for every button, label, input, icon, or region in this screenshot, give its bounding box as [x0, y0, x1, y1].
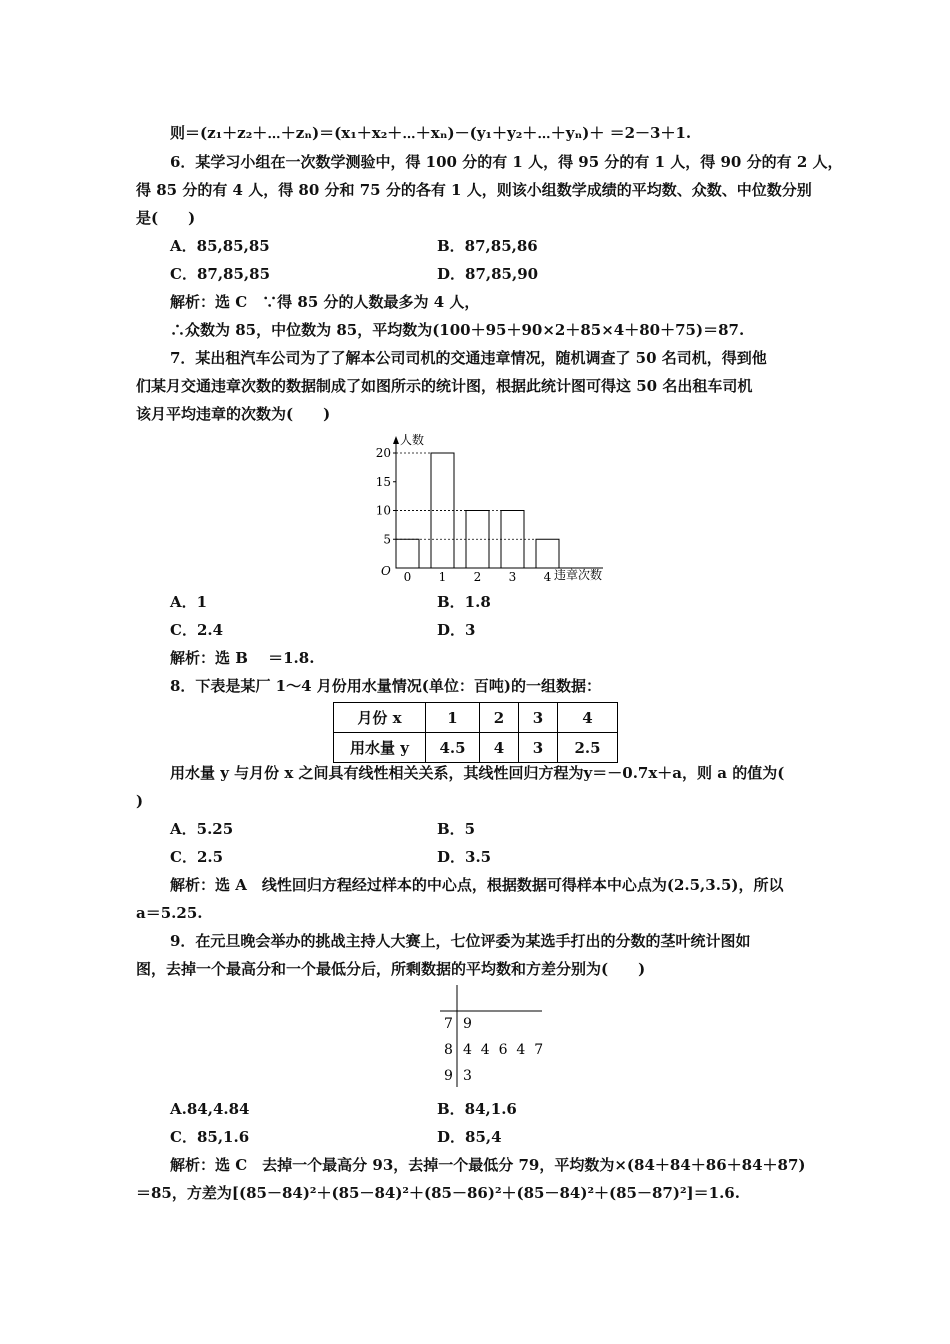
q7-option-c: C．2.4 — [170, 621, 224, 639]
bar-0 — [396, 539, 419, 568]
table-cell: 4.5 — [426, 733, 480, 763]
table-cell: 1 — [426, 703, 480, 733]
y-tick-label: 15 — [375, 474, 391, 489]
q9-stem-1: 9．在元旦晚会举办的挑战主持人大赛上，七位评委为某选手打出的分数的茎叶统计图如 — [170, 932, 751, 950]
y-axis-label: 人数 — [400, 433, 425, 447]
q9-option-c: C．85,1.6 — [170, 1128, 250, 1146]
q5-solution-line: 则＝(z₁＋z₂＋⋯＋zₙ)＝(x₁＋x₂＋⋯＋xₙ)－(y₁＋y₂＋⋯＋yₙ)＋ ＝2－3＋1. — [170, 124, 692, 142]
q8-option-d: D．3.5 — [437, 848, 492, 866]
bar-1 — [431, 453, 454, 568]
q8-answer-2: a＝5.25. — [136, 904, 203, 922]
q7-option-b: B．1.8 — [437, 593, 491, 611]
x-tick-label: 1 — [438, 570, 447, 584]
y-tick-label: 20 — [375, 446, 391, 460]
q7-stem-3: 该月平均违章的次数为( ) — [136, 405, 331, 423]
table-cell: 3 — [519, 703, 558, 733]
leaves-9: 3 — [463, 1068, 472, 1084]
y-axis-arrow — [393, 436, 399, 444]
stem-8: 8 — [444, 1042, 453, 1058]
q7-answer: 解析：选 B ＝1.8. — [170, 649, 315, 667]
q6-answer-2: ∴众数为 85，中位数为 85，平均数为(100＋95＋90×2＋85×4＋80＋75)＝87. — [170, 321, 745, 339]
q6-option-c: C．87,85,85 — [170, 265, 271, 283]
q8-option-c: C．2.5 — [170, 848, 224, 866]
q8-answer-1: 解析：选 A 线性回归方程经过样本的中心点，根据数据可得样本中心点为(2.5,3.5)，所以 — [170, 876, 784, 894]
q6-option-b: B．87,85,86 — [437, 237, 538, 255]
q9-answer-2: ＝85，方差为[(85－84)²＋(85－84)²＋(85－86)²＋(85－84)²＋(85－87)²]＝1.6. — [136, 1184, 740, 1202]
table-header-usage: 用水量 y — [334, 733, 426, 763]
stem-7: 7 — [444, 1016, 453, 1032]
x-axis-label: 违章次数 — [554, 568, 603, 582]
q7-option-a: A．1 — [170, 593, 208, 611]
bar-4 — [536, 539, 559, 568]
violation-bar-chart — [375, 428, 618, 588]
table-row — [334, 733, 618, 763]
table-cell: 3 — [519, 733, 558, 763]
q9-option-a: A.84,4.84 — [170, 1100, 250, 1118]
x-tick-label: 2 — [473, 570, 482, 584]
leaves-8: 4 4 6 4 7 — [463, 1042, 544, 1058]
origin-label: O — [381, 564, 391, 578]
q8-option-a: A．5.25 — [170, 820, 234, 838]
x-tick-label: 3 — [508, 570, 517, 584]
q8-option-b: B．5 — [437, 820, 476, 838]
q6-stem-3: 是( ) — [136, 209, 196, 227]
q6-option-a: A．85,85,85 — [170, 237, 270, 255]
table-header-month: 月份 x — [334, 703, 426, 733]
q6-stem-2: 得 85 分的有 4 人，得 80 分和 75 分的各有 1 人，则该小组数学成绩的平均数、众数、中位数分别 — [136, 181, 812, 199]
q8-stem-2: 用水量 y 与月份 x 之间具有线性相关关系，其线性回归方程为y＝－0.7x＋a，则 a 的值为( — [170, 764, 785, 782]
stem-9: 9 — [444, 1068, 453, 1084]
q8-stem-1: 8．下表是某厂 1～4 月份用水量情况(单位：百吨)的一组数据： — [170, 677, 601, 695]
q7-option-d: D．3 — [437, 621, 476, 639]
q6-answer-1: 解析：选 C ∵得 85 分的人数最多为 4 人， — [170, 293, 480, 311]
y-tick-label: 5 — [383, 532, 391, 547]
q7-stem-1: 7．某出租汽车公司为了了解本公司司机的交通违章情况，随机调查了 50 名司机，得到他 — [170, 349, 767, 367]
stem-leaf-plot — [430, 985, 550, 1090]
q9-answer-1: 解析：选 C 去掉一个最高分 93，去掉一个最低分 79，平均数为×(84＋84＋86＋84＋87) — [170, 1156, 806, 1174]
q9-option-b: B．84,1.6 — [437, 1100, 517, 1118]
q6-option-d: D．87,85,90 — [437, 265, 539, 283]
table-cell: 2 — [480, 703, 519, 733]
table-row — [334, 703, 618, 733]
table-cell: 2.5 — [558, 733, 618, 763]
q7-stem-2: 们某月交通违章次数的数据制成了如图所示的统计图，根据此统计图可得这 50 名出租车司机 — [136, 377, 753, 395]
x-tick-label: 0 — [403, 570, 412, 584]
q9-stem-2: 图，去掉一个最高分和一个最低分后，所剩数据的平均数和方差分别为( ) — [136, 960, 646, 978]
q6-stem-1: 6．某学习小组在一次数学测验中，得 100 分的有 1 人，得 95 分的有 1 人，得 90 分的有 2 人， — [170, 153, 843, 171]
x-tick-label: 4 — [543, 570, 552, 584]
q8-stem-3: ) — [136, 792, 144, 810]
table-cell: 4 — [558, 703, 618, 733]
water-usage-table — [333, 702, 618, 763]
leaves-7: 9 — [463, 1016, 472, 1032]
table-cell: 4 — [480, 733, 519, 763]
y-tick-label: 10 — [375, 503, 391, 518]
q9-option-d: D．85,4 — [437, 1128, 502, 1146]
